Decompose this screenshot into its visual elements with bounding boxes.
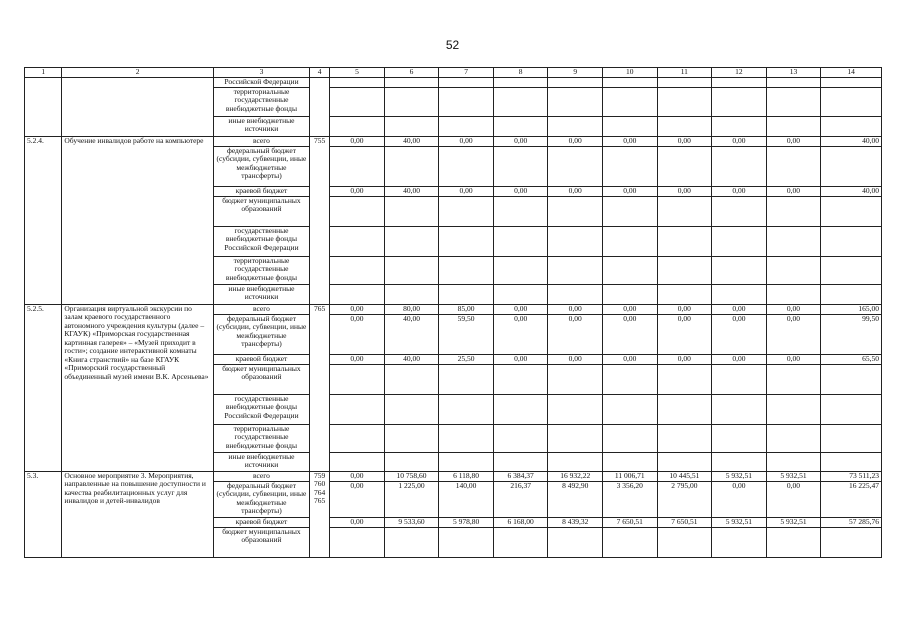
- empty-cell: [602, 87, 657, 116]
- empty-cell: [439, 116, 494, 136]
- value-cell: 8 439,32: [548, 517, 603, 527]
- empty-cell: [602, 116, 657, 136]
- empty-cell: [548, 394, 603, 424]
- value-cell: 0,00: [766, 186, 821, 196]
- empty-cell: [821, 284, 882, 304]
- value-cell: 0,00: [548, 304, 603, 314]
- value-cell: 0,00: [493, 304, 548, 314]
- value-cell: 40,00: [821, 186, 882, 196]
- empty-cell: [384, 256, 439, 284]
- value-cell: 0,00: [766, 136, 821, 146]
- value-cell: 0,00: [493, 314, 548, 354]
- value-cell: 0,00: [493, 186, 548, 196]
- activity-title: Основное мероприятие 3. Мероприятия, направленные на повышение доступности и качества реабилитационных услуг для инвалидов и детей-инвалидов: [62, 471, 214, 557]
- empty-cell: [602, 284, 657, 304]
- empty-cell: [602, 226, 657, 256]
- empty-cell: [384, 284, 439, 304]
- empty-cell: [602, 394, 657, 424]
- source-label: бюджет муниципальных образований: [213, 527, 309, 557]
- value-cell: 0,00: [602, 354, 657, 364]
- value-cell: 0,00: [712, 136, 767, 146]
- cell: [25, 77, 62, 136]
- empty-cell: [548, 196, 603, 226]
- source-label: федеральный бюджет (субсидии, субвенции, иные межбюджетные трансферты): [213, 481, 309, 517]
- source-label: краевой бюджет: [213, 186, 309, 196]
- source-label: государственные внебюджетные фонды Российской Федерации: [213, 394, 309, 424]
- value-cell: 0,00: [766, 354, 821, 364]
- value-cell: 16 932,22: [548, 471, 603, 481]
- value-cell: 0,00: [548, 354, 603, 364]
- empty-cell: [657, 364, 712, 394]
- empty-cell: [712, 196, 767, 226]
- cell: [309, 77, 329, 136]
- empty-cell: [548, 364, 603, 394]
- empty-cell: [439, 77, 494, 87]
- source-label: Российской Федерации: [213, 77, 309, 87]
- source-label: федеральный бюджет (субсидии, субвенции, иные межбюджетные трансферты): [213, 146, 309, 186]
- empty-cell: [712, 364, 767, 394]
- empty-cell: [712, 87, 767, 116]
- value-cell: 165,00: [821, 304, 882, 314]
- source-label: всего: [213, 304, 309, 314]
- empty-cell: [602, 196, 657, 226]
- empty-cell: [330, 146, 385, 186]
- empty-cell: [602, 77, 657, 87]
- table-row: [25, 77, 882, 87]
- empty-cell: [330, 452, 385, 471]
- empty-cell: [330, 116, 385, 136]
- empty-cell: [657, 196, 712, 226]
- empty-cell: [439, 256, 494, 284]
- empty-cell: [657, 87, 712, 116]
- value-cell: 6 118,80: [439, 471, 494, 481]
- empty-cell: [821, 394, 882, 424]
- value-cell: 99,50: [821, 314, 882, 354]
- empty-cell: [439, 196, 494, 226]
- col-header: 12: [712, 68, 767, 78]
- value-cell: 0,00: [330, 471, 385, 481]
- empty-cell: [330, 87, 385, 116]
- empty-cell: [712, 116, 767, 136]
- value-cell: 5 932,51: [712, 471, 767, 481]
- value-cell: 7 650,51: [602, 517, 657, 527]
- value-cell: 80,00: [384, 304, 439, 314]
- empty-cell: [766, 452, 821, 471]
- empty-cell: [712, 284, 767, 304]
- table-row: [25, 304, 882, 314]
- empty-cell: [384, 527, 439, 557]
- empty-cell: [493, 116, 548, 136]
- value-cell: 0,00: [330, 314, 385, 354]
- value-cell: 0,00: [657, 136, 712, 146]
- value-cell: 1 225,00: [384, 481, 439, 517]
- col-header: 10: [602, 68, 657, 78]
- source-label: территориальные государственные внебюджетные фонды: [213, 424, 309, 452]
- empty-cell: [493, 87, 548, 116]
- empty-cell: [766, 146, 821, 186]
- source-label: территориальные государственные внебюджетные фонды: [213, 87, 309, 116]
- empty-cell: [821, 364, 882, 394]
- empty-cell: [439, 424, 494, 452]
- empty-cell: [548, 256, 603, 284]
- empty-cell: [766, 424, 821, 452]
- empty-cell: [821, 452, 882, 471]
- value-cell: 0,00: [330, 481, 385, 517]
- value-cell: 140,00: [439, 481, 494, 517]
- section-number: 5.3.: [25, 471, 62, 557]
- empty-cell: [766, 226, 821, 256]
- empty-cell: [493, 284, 548, 304]
- value-cell: 0,00: [493, 136, 548, 146]
- budget-code: 755: [309, 136, 329, 304]
- value-cell: 0,00: [493, 354, 548, 364]
- empty-cell: [493, 146, 548, 186]
- col-header: 8: [493, 68, 548, 78]
- empty-cell: [821, 424, 882, 452]
- empty-cell: [384, 87, 439, 116]
- empty-cell: [548, 77, 603, 87]
- empty-cell: [821, 196, 882, 226]
- empty-cell: [493, 527, 548, 557]
- empty-cell: [821, 527, 882, 557]
- empty-cell: [657, 394, 712, 424]
- empty-cell: [548, 226, 603, 256]
- value-cell: 65,50: [821, 354, 882, 364]
- empty-cell: [330, 77, 385, 87]
- value-cell: 0,00: [602, 314, 657, 354]
- budget-code: 759 760 764 765: [309, 471, 329, 557]
- value-cell: 0,00: [330, 186, 385, 196]
- activity-title: Организация виртуальной экскурсии по залам краевого государственного автономного учреждения культуры (далее – КГАУК) «Приморская государственная картинная галерея» – «Музей приходит в гости»; создание интерактивной комнаты «Книга странствий» на базе КГАУК «Приморский государственный объединенный музей имени В.К. Арсеньева»: [62, 304, 214, 471]
- col-header: 11: [657, 68, 712, 78]
- value-cell: 85,00: [439, 304, 494, 314]
- table-row: [25, 471, 882, 481]
- empty-cell: [657, 424, 712, 452]
- value-cell: 0,00: [548, 314, 603, 354]
- source-label: всего: [213, 471, 309, 481]
- value-cell: 0,00: [766, 481, 821, 517]
- value-cell: 0,00: [548, 186, 603, 196]
- value-cell: 0,00: [439, 136, 494, 146]
- value-cell: 0,00: [712, 304, 767, 314]
- value-cell: 9 533,60: [384, 517, 439, 527]
- empty-cell: [439, 284, 494, 304]
- empty-cell: [657, 226, 712, 256]
- empty-cell: [712, 226, 767, 256]
- budget-code: 765: [309, 304, 329, 471]
- empty-cell: [330, 424, 385, 452]
- source-label: территориальные государственные внебюджетные фонды: [213, 256, 309, 284]
- value-cell: 10 445,51: [657, 471, 712, 481]
- empty-cell: [602, 424, 657, 452]
- source-label: иные внебюджетные источники: [213, 116, 309, 136]
- empty-cell: [384, 77, 439, 87]
- empty-cell: [766, 364, 821, 394]
- empty-cell: [330, 196, 385, 226]
- empty-cell: [712, 424, 767, 452]
- header-row: [25, 68, 882, 78]
- value-cell: 73 511,23: [821, 471, 882, 481]
- empty-cell: [766, 284, 821, 304]
- value-cell: 5 932,51: [712, 517, 767, 527]
- empty-cell: [602, 452, 657, 471]
- empty-cell: [330, 226, 385, 256]
- value-cell: 0,00: [712, 481, 767, 517]
- empty-cell: [493, 77, 548, 87]
- empty-cell: [821, 256, 882, 284]
- value-cell: 0,00: [657, 304, 712, 314]
- value-cell: 7 650,51: [657, 517, 712, 527]
- source-label: всего: [213, 136, 309, 146]
- source-label: краевой бюджет: [213, 354, 309, 364]
- empty-cell: [766, 256, 821, 284]
- empty-cell: [493, 256, 548, 284]
- col-header: 7: [439, 68, 494, 78]
- empty-cell: [766, 196, 821, 226]
- value-cell: 0,00: [657, 354, 712, 364]
- empty-cell: [821, 146, 882, 186]
- value-cell: 59,50: [439, 314, 494, 354]
- value-cell: 8 492,90: [548, 481, 603, 517]
- value-cell: 0,00: [330, 517, 385, 527]
- empty-cell: [712, 452, 767, 471]
- source-label: бюджет муниципальных образований: [213, 196, 309, 226]
- value-cell: 0,00: [657, 314, 712, 354]
- empty-cell: [712, 77, 767, 87]
- value-cell: 5 932,51: [766, 517, 821, 527]
- value-cell: 3 356,20: [602, 481, 657, 517]
- col-header: 3: [213, 68, 309, 78]
- value-cell: 0,00: [657, 186, 712, 196]
- empty-cell: [384, 364, 439, 394]
- value-cell: 0,00: [766, 304, 821, 314]
- empty-cell: [712, 146, 767, 186]
- value-cell: 6 384,37: [493, 471, 548, 481]
- empty-cell: [548, 146, 603, 186]
- value-cell: 11 006,71: [602, 471, 657, 481]
- empty-cell: [657, 452, 712, 471]
- value-cell: 10 758,60: [384, 471, 439, 481]
- value-cell: 6 168,00: [493, 517, 548, 527]
- empty-cell: [657, 256, 712, 284]
- value-cell: 0,00: [439, 186, 494, 196]
- value-cell: 5 932,51: [766, 471, 821, 481]
- value-cell: 40,00: [384, 354, 439, 364]
- col-header: 4: [309, 68, 329, 78]
- empty-cell: [602, 146, 657, 186]
- empty-cell: [712, 394, 767, 424]
- value-cell: 57 285,76: [821, 517, 882, 527]
- empty-cell: [602, 364, 657, 394]
- empty-cell: [330, 284, 385, 304]
- value-cell: 0,00: [602, 186, 657, 196]
- empty-cell: [439, 226, 494, 256]
- value-cell: 0,00: [602, 136, 657, 146]
- empty-cell: [330, 527, 385, 557]
- value-cell: 0,00: [766, 314, 821, 354]
- value-cell: 2 795,00: [657, 481, 712, 517]
- value-cell: 0,00: [712, 314, 767, 354]
- value-cell: 40,00: [384, 136, 439, 146]
- value-cell: 0,00: [330, 304, 385, 314]
- empty-cell: [548, 527, 603, 557]
- empty-cell: [439, 87, 494, 116]
- col-header: 5: [330, 68, 385, 78]
- empty-cell: [766, 116, 821, 136]
- cell: [62, 77, 214, 136]
- empty-cell: [712, 527, 767, 557]
- source-label: иные внебюджетные источники: [213, 284, 309, 304]
- empty-cell: [602, 256, 657, 284]
- value-cell: 0,00: [330, 354, 385, 364]
- empty-cell: [602, 527, 657, 557]
- page-number: 52: [445, 38, 460, 52]
- empty-cell: [766, 77, 821, 87]
- empty-cell: [384, 226, 439, 256]
- value-cell: 0,00: [602, 304, 657, 314]
- empty-cell: [821, 226, 882, 256]
- section-number: 5.2.4.: [25, 136, 62, 304]
- empty-cell: [330, 256, 385, 284]
- empty-cell: [439, 527, 494, 557]
- empty-cell: [439, 394, 494, 424]
- empty-cell: [766, 87, 821, 116]
- empty-cell: [821, 77, 882, 87]
- empty-cell: [493, 452, 548, 471]
- empty-cell: [657, 284, 712, 304]
- budget-table: [24, 67, 882, 558]
- empty-cell: [330, 394, 385, 424]
- empty-cell: [548, 284, 603, 304]
- source-label: краевой бюджет: [213, 517, 309, 527]
- empty-cell: [657, 77, 712, 87]
- col-header: 2: [62, 68, 214, 78]
- empty-cell: [384, 424, 439, 452]
- col-header: 6: [384, 68, 439, 78]
- empty-cell: [548, 87, 603, 116]
- source-label: федеральный бюджет (субсидии, субвенции, иные межбюджетные трансферты): [213, 314, 309, 354]
- empty-cell: [493, 196, 548, 226]
- col-header: 9: [548, 68, 603, 78]
- value-cell: 5 978,80: [439, 517, 494, 527]
- value-cell: 40,00: [384, 314, 439, 354]
- empty-cell: [439, 452, 494, 471]
- empty-cell: [493, 226, 548, 256]
- col-header: 1: [25, 68, 62, 78]
- empty-cell: [712, 256, 767, 284]
- empty-cell: [384, 196, 439, 226]
- col-header: 13: [766, 68, 821, 78]
- value-cell: 40,00: [821, 136, 882, 146]
- empty-cell: [548, 424, 603, 452]
- empty-cell: [766, 527, 821, 557]
- empty-cell: [384, 116, 439, 136]
- value-cell: 0,00: [548, 136, 603, 146]
- col-header: 14: [821, 68, 882, 78]
- empty-cell: [384, 146, 439, 186]
- empty-cell: [493, 364, 548, 394]
- empty-cell: [384, 394, 439, 424]
- table-row: [25, 136, 882, 146]
- empty-cell: [548, 116, 603, 136]
- section-number: 5.2.5.: [25, 304, 62, 471]
- empty-cell: [384, 452, 439, 471]
- empty-cell: [548, 452, 603, 471]
- value-cell: 0,00: [330, 136, 385, 146]
- empty-cell: [821, 87, 882, 116]
- value-cell: 216,37: [493, 481, 548, 517]
- empty-cell: [657, 527, 712, 557]
- empty-cell: [439, 364, 494, 394]
- source-label: государственные внебюджетные фонды Российской Федерации: [213, 226, 309, 256]
- value-cell: 25,50: [439, 354, 494, 364]
- empty-cell: [821, 116, 882, 136]
- activity-title: Обучение инвалидов работе на компьютере: [62, 136, 214, 304]
- empty-cell: [657, 146, 712, 186]
- value-cell: 16 225,47: [821, 481, 882, 517]
- empty-cell: [493, 424, 548, 452]
- source-label: иные внебюджетные источники: [213, 452, 309, 471]
- empty-cell: [657, 116, 712, 136]
- empty-cell: [766, 394, 821, 424]
- empty-cell: [330, 364, 385, 394]
- value-cell: 40,00: [384, 186, 439, 196]
- value-cell: 0,00: [712, 186, 767, 196]
- empty-cell: [439, 146, 494, 186]
- source-label: бюджет муниципальных образований: [213, 364, 309, 394]
- value-cell: 0,00: [712, 354, 767, 364]
- empty-cell: [493, 394, 548, 424]
